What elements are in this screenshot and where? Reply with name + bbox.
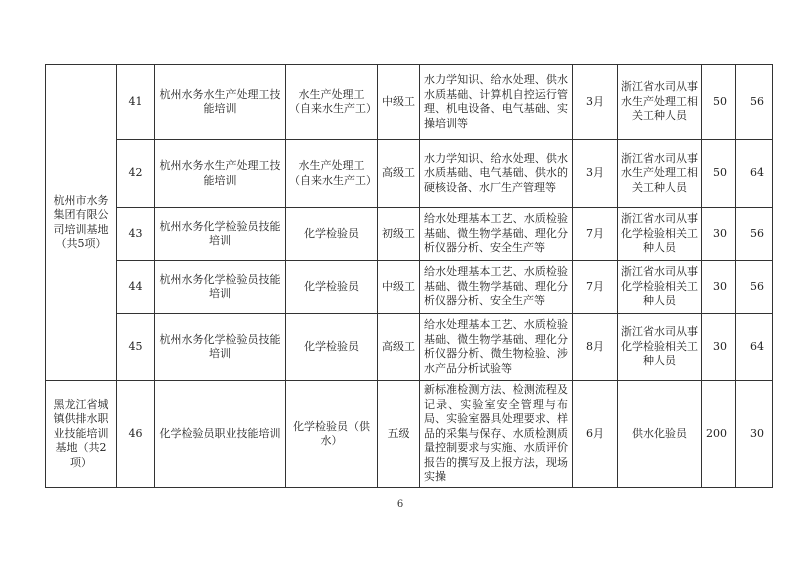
training-target: 浙江省水司从事化学检验相关工种人员: [618, 208, 702, 261]
people-count: 50: [702, 65, 736, 140]
page-number: 6: [396, 499, 404, 510]
table-row: [46, 65, 773, 140]
base-name-cell: [46, 381, 117, 488]
training-target: 供水化验员: [618, 381, 702, 488]
table-row: [46, 208, 773, 261]
occupation: 水生产处理工（自来水生产工）: [286, 65, 378, 140]
training-content: 新标准检测方法、检测流程及记录、实验室安全管理与布局、实验室器具处理要求、样品的采集与保存、水质检测质量控制要求与实施、水质评价报告的撰写及上报方法，现场实操: [420, 381, 573, 488]
project-name: 杭州水务化学检验员技能培训: [155, 314, 286, 381]
row-number: 45: [117, 314, 155, 381]
project-name: 化学检验员职业技能培训: [155, 381, 286, 488]
occupation: 化学检验员: [286, 314, 378, 381]
training-hours: 30: [736, 381, 773, 488]
occupation: 化学检验员: [286, 208, 378, 261]
training-hours: 56: [736, 261, 773, 314]
training-hours: 64: [736, 314, 773, 381]
training-month: 7月: [573, 208, 618, 261]
people-count: 30: [702, 314, 736, 381]
table-row: [46, 314, 773, 381]
row-number: 46: [117, 381, 155, 488]
training-target: 浙江省水司从事化学检验相关工种人员: [618, 261, 702, 314]
row-number: 43: [117, 208, 155, 261]
training-content: 给水处理基本工艺、水质检验基础、微生物学基础、理化分析仪器分析、微生物检验、涉水产品分析试验等: [420, 314, 573, 381]
skill-level: 高级工: [378, 314, 420, 381]
training-content: 给水处理基本工艺、水质检验基础、微生物学基础、理化分析仪器分析、安全生产等: [420, 261, 573, 314]
training-target: 浙江省水司从事水生产处理工相关工种人员: [618, 65, 702, 140]
project-name: 杭州水务化学检验员技能培训: [155, 261, 286, 314]
row-number: 44: [117, 261, 155, 314]
table-row: [46, 140, 773, 208]
training-month: 3月: [573, 140, 618, 208]
skill-level: 初级工: [378, 208, 420, 261]
people-count: 200: [702, 381, 736, 488]
people-count: 30: [702, 261, 736, 314]
row-number: 41: [117, 65, 155, 140]
training-month: 8月: [573, 314, 618, 381]
occupation: 水生产处理工（自来水生产工）: [286, 140, 378, 208]
training-hours: 56: [736, 65, 773, 140]
training-target: 浙江省水司从事化学检验相关工种人员: [618, 314, 702, 381]
training-content: 给水处理基本工艺、水质检验基础、微生物学基础、理化分析仪器分析、安全生产等: [420, 208, 573, 261]
training-content: 水力学知识、给水处理、供水水质基础、电气基础、供水的硬核设备、水厂生产管理等: [420, 140, 573, 208]
training-hours: 64: [736, 140, 773, 208]
skill-level: 中级工: [378, 65, 420, 140]
skill-level: 五级: [378, 381, 420, 488]
training-month: 6月: [573, 381, 618, 488]
training-table: [45, 64, 773, 488]
base-name: 杭州市水务集团有限公司培训基地（共5项）: [53, 193, 109, 250]
table-row: [46, 381, 773, 488]
people-count: 50: [702, 140, 736, 208]
project-name: 杭州水务水生产处理工技能培训: [155, 65, 286, 140]
project-name: 杭州水务水生产处理工技能培训: [155, 140, 286, 208]
occupation: 化学检验员（供水）: [286, 381, 378, 488]
base-name: 黑龙江省城镇供排水职业技能培训基地（共2项）: [53, 397, 109, 469]
skill-level: 高级工: [378, 140, 420, 208]
training-month: 3月: [573, 65, 618, 140]
occupation: 化学检验员: [286, 261, 378, 314]
base-name-cell: [46, 65, 117, 381]
training-content: 水力学知识、给水处理、供水水质基础、计算机自控运行管理、机电设备、电气基础、实操培训等: [420, 65, 573, 140]
row-number: 42: [117, 140, 155, 208]
training-month: 7月: [573, 261, 618, 314]
training-target: 浙江省水司从事水生产处理工相关工种人员: [618, 140, 702, 208]
training-hours: 56: [736, 208, 773, 261]
skill-level: 中级工: [378, 261, 420, 314]
people-count: 30: [702, 208, 736, 261]
table-row: [46, 261, 773, 314]
project-name: 杭州水务化学检验员技能培训: [155, 208, 286, 261]
